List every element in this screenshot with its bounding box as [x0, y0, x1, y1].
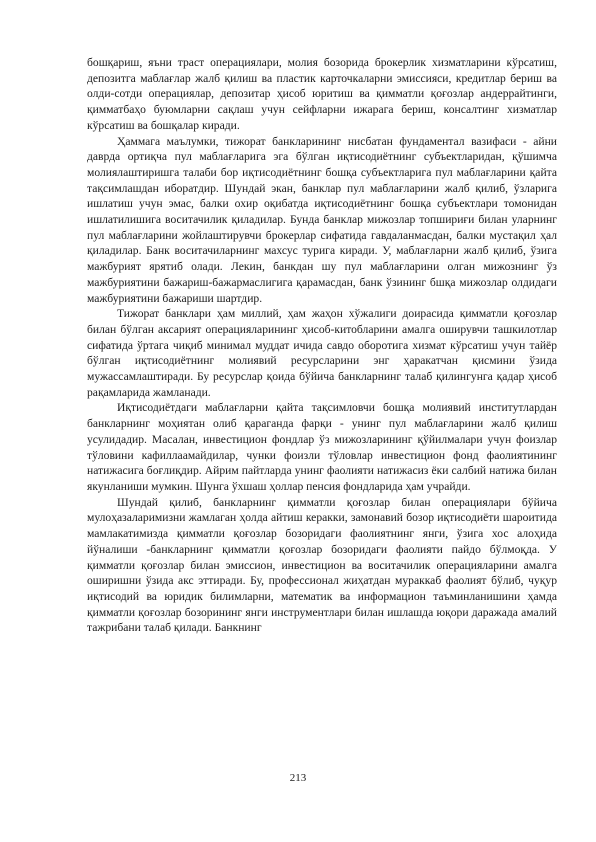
paragraph: Тижорат банклари ҳам миллий, ҳам жаҳон хўжалиги доирасида қимматли қоғозлар билан бўлган аксарият операцияларининг ҳисоб-китобларини амалга оширувчи ташкилотлар сифатида ўртага чиқиб минимал муддат ичида савдо оборотига хизмат кўрсатиш учун тайёр бўлган иқтисодиётнинг молиявий ресурсларини энг ҳаракатчан қисмини ўзида мужассамлаштиради. Бу ресурслар қоида бўйича банкларнинг талаб қилингунга қадар ҳисоб рақамларида жамланади.: [87, 307, 557, 399]
paragraph: бошқариш, яъни траст операциялари, молия бозорида брокерлик хизматларини кўрсатиш, депозитга маблағлар жалб қилиш ва пластик карточкаларни эмиссияси, кредитлар бериш ва олди-сотди операциялар, депозитар ҳисоб юритиш ва қимматли қоғозлар андеррайтинги, қимматбаҳо буюмларни сақлаш учун сейфларни ижарага бериш, консалтинг хизматлар кўрсатиш ва бошқалар киради.: [87, 56, 557, 132]
paragraph: Ҳаммага маълумки, тижорат банкларининг нисбатан фундаментал вазифаси - айни даврда ортиқча пул маблағларига эга бўлган иқтисодиётнинг субъектларидан, қўшимча молиялаштиришга талаби бор иқтисодиётнинг бошқа субъектларига пул маблағларини қайта тақсимлашдан иборатдир. Шундай экан, банклар пул маблағларини жалб қилиб, ўзларига ишлатиш учун эмас, балки охир оқибатда иқтисодиётнинг бошқа субъектлари томонидан ишлатилишига воситачилик қиладилар. Бунда банклар мижозлар топшириғи билан уларнинг пул маблағларини жойлаштирувчи брокерлар сифатида гавдаланмасдан, балки мустақил ҳал қиладилар. Банк воситачиларнинг махсус турига киради. У, маблағларни жалб қилиб, ўзига мажбурият ярятиб олади. Лекин, банкдан шу пул маблағларини олган мижознинг ўз мажбуриятини бажариш-бажармаслигига қарамасдан, банк ўзининг бшқа мижозлар олдидаги мажбуриятини бажариши шартдир.: [87, 134, 557, 305]
body-text: [87, 55, 557, 636]
page-number: 213: [289, 772, 307, 784]
watermark-mark: [299, 689, 511, 842]
watermark-mark: [49, 689, 261, 842]
paragraph: Иқтисодиётдаги маблағларни қайта тақсимловчи бошқа молиявий институтлардан банкларнинг моҳиятан олиб қараганда фарқи - унинг пул маблағларини жалб қилиш усулидадир. Масалан, инвестицион фондлар ўз мижозларининг қўйилмалари учун фоизлар тўловини кафиллаамайдилар, чунки фоизли тўловлар инвестицион фонд фаолиятининг натижасига боғлиқдир. Айрим пайтларда унинг фаолияти натижасиз ёки салбий натижа билан якунланиши мумкин. Шунга ўхшаш ҳоллар пенсия фондларида ҳам учрайди.: [87, 401, 557, 493]
paragraph: Шундай қилиб, банкларнинг қимматли қоғозлар билан операциялари бўйича мулоҳазаларимизни жамлаган ҳолда айтиш керакки, замонавий бозор иқтисодиёти шароитида мамлакатимизда қимматли қоғозлар бозоридаги фаолиятнинг янги, ўзига хос алоҳида йўналиши -банкларнинг қимматли қоғозлар бозоридаги фаолияти пайдо бўлмоқда. У қимматли қоғозлар билан эмиссион, инвестицион ва воситачилик операцияларини амалга оширишни ўзида акс эттиради. Бу, профессионал жиҳатдан мураккаб фаолият бўлиб, чуқур иқтисодий ва юридик билимларни, математик ва информацион таъминланишини ҳамда қимматли қоғозлар бозорининг янги инструментлари билан ишлашда юқори даражада амалий тажрибани талаб қилади. Банкнинг: [87, 495, 557, 635]
